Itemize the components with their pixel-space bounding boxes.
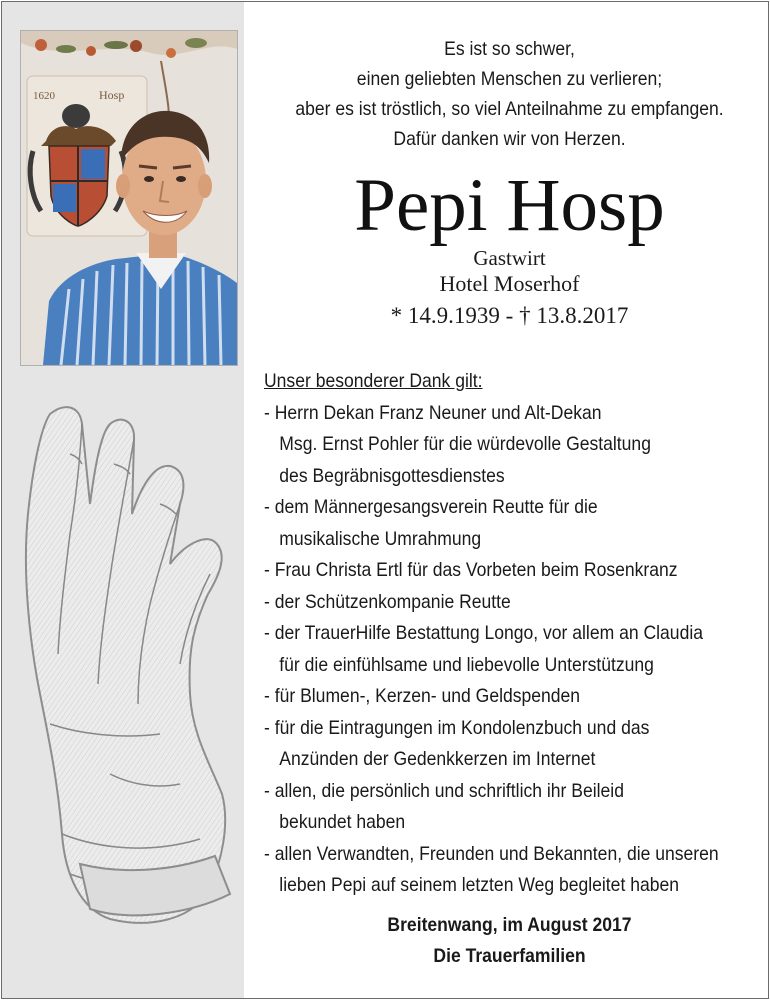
closing-signature: Die Trauerfamilien [433, 945, 586, 967]
thanks-item: lieben Pepi auf seinem letzten Weg begleitet haben [279, 874, 680, 896]
thanks-item: - der Schützenkompanie Reutte [264, 590, 511, 613]
thanks-section [264, 366, 723, 902]
deceased-dates: * 14.9.1939 - † 13.8.2017 [390, 303, 629, 328]
thanks-item: - dem Männergesangsverein Reutte für die [264, 496, 598, 518]
sidebar [2, 2, 244, 998]
intro-line: aber es ist tröstlich, so viel Anteilnahme zu empfangen. [295, 98, 724, 120]
portrait-illustration [21, 31, 237, 365]
deceased-hotel: Hotel Moserhof [439, 271, 580, 296]
deceased-name: Pepi Hosp [354, 164, 665, 247]
thanks-heading: Unser besonderer Dank gilt: [264, 370, 483, 392]
thanks-item: - allen Verwandten, Freunden und Bekannten, die unseren [264, 842, 719, 865]
thanks-item: - für Blumen-, Kerzen- und Geldspenden [264, 685, 581, 707]
obituary-content [252, 0, 767, 1000]
thanks-item: des Begräbnisgottesdienstes [279, 464, 505, 487]
thanks-item: Msg. Ernst Pohler für die würdevolle Gestaltung [279, 433, 651, 455]
intro-line: Dafür danken wir von Herzen. [393, 128, 626, 150]
intro-line: einen geliebten Menschen zu verlieren; [356, 68, 663, 90]
portrait-photo [20, 30, 238, 366]
closing-section [278, 910, 742, 972]
thanks-item: - Herrn Dekan Franz Neuner und Alt-Dekan [264, 401, 602, 424]
thanks-item: für die einfühlsame und liebevolle Unterstützung [279, 653, 654, 676]
closing-place-date: Breitenwang, im August 2017 [387, 914, 632, 936]
thanks-item: musikalische Umrahmung [279, 527, 482, 550]
thanks-item: - der TrauerHilfe Bestattung Longo, vor allem an Claudia [264, 622, 704, 644]
thanks-item: - Frau Christa Ertl für das Vorbeten beim Rosenkranz [264, 559, 678, 581]
intro-line: Es ist so schwer, [444, 38, 575, 60]
intro-text [278, 34, 742, 154]
crest-name: Hosp [99, 88, 125, 102]
deceased-occupation: Gastwirt [473, 246, 546, 270]
thanks-item: bekundet haben [279, 811, 406, 833]
praying-hands-drawing [10, 394, 244, 934]
thanks-item: - allen, die persönlich und schriftlich ihr Beileid [264, 779, 624, 802]
thanks-item: Anzünden der Gedenkkerzen im Internet [279, 748, 596, 770]
thanks-item: - für die Eintragungen im Kondolenzbuch und das [264, 716, 650, 739]
crest-year: 1620 [33, 90, 55, 102]
